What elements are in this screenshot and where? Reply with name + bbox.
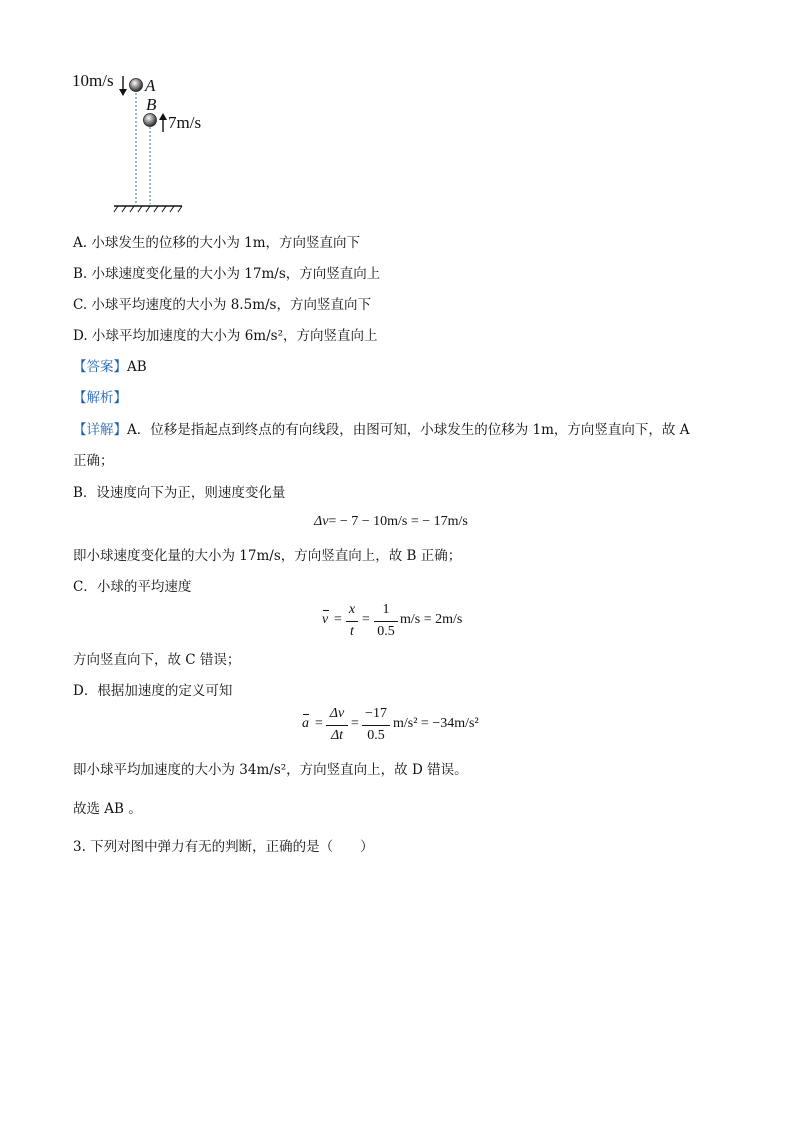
eq2-denominator: 0.5 [377, 624, 395, 639]
eq3-equals-a: = [315, 716, 323, 731]
detail-b-line-2: 即小球速度变化量的大小为 17m/s，方向竖直向上，故 B 正确； [73, 548, 462, 564]
point-label-b: B [146, 95, 157, 114]
eq2-v: v [322, 612, 329, 627]
eq3-denominator-dt: Δt [330, 728, 344, 743]
eq2-fraction-bar-1 [346, 621, 358, 622]
eq2-numerator: 1 [382, 602, 390, 617]
conclusion: 故选 AB 。 [73, 801, 142, 817]
speed-label-b: 7m/s [168, 113, 202, 132]
detail-b-line-1: B．设速度向下为正，则速度变化量 [73, 485, 286, 501]
option-c: C. 小球平均速度的大小为 8.5m/s，方向竖直向下 [73, 297, 371, 313]
eq3-fraction-bar-1 [326, 725, 348, 726]
eq3-rest: m/s² = −34m/s² [393, 716, 479, 731]
option-d: D. 小球平均加速度的大小为 6m/s²，方向竖直向上 [73, 328, 378, 344]
eq3-a: a [302, 716, 309, 731]
detail-d-line-2: 即小球平均加速度的大小为 34m/s²，方向竖直向上，故 D 错误。 [73, 762, 468, 778]
equation-delta-v [314, 514, 468, 530]
detail-a-text: A．位移是指起点到终点的有向线段，由图可知，小球发生的位移为 1m，方向竖直向下，故 A [127, 422, 690, 438]
ball-diagram [70, 70, 220, 220]
eq2-equals-b: = [362, 612, 370, 627]
eq3-fraction-bar-2 [362, 725, 390, 726]
detail-a-line-2: 正确； [73, 453, 114, 469]
eq3-equals-b: = [351, 716, 359, 731]
equation-average-velocity [320, 600, 480, 644]
arrow-up-icon [159, 113, 167, 132]
equation-average-acceleration [300, 704, 510, 748]
option-b: B. 小球速度变化量的大小为 17m/s，方向竖直向上 [73, 266, 381, 282]
ball-a [130, 79, 143, 92]
eq1-lhs: Δv [314, 514, 329, 529]
point-label-a: A [145, 76, 156, 95]
eq2-fraction-bar-2 [374, 621, 398, 622]
ground-hatch [114, 206, 182, 212]
detail-a-line-1 [73, 421, 689, 439]
option-a: A. 小球发生的位移的大小为 1m，方向竖直向下 [73, 235, 361, 251]
eq3-overbar [303, 714, 309, 715]
eq2-rest: m/s = 2m/s [400, 612, 463, 627]
answer-value: AB [127, 359, 147, 375]
detail-c-line-1: C．小球的平均速度 [73, 579, 192, 595]
analysis-tag: 【解析】 [73, 390, 127, 406]
detail-tag: 【详解】 [73, 422, 127, 438]
detail-d-line-1: D．根据加速度的定义可知 [73, 683, 233, 699]
arrow-down-icon [119, 76, 127, 96]
answer-tag: 【答案】 [73, 359, 127, 375]
ball-b [144, 114, 157, 127]
eq3-numerator: −17 [365, 706, 387, 721]
eq3-numerator-dv: Δv [329, 706, 345, 721]
eq3-denominator: 0.5 [367, 728, 385, 743]
eq2-numerator-x: x [348, 602, 356, 617]
detail-c-line-2: 方向竖直向下，故 C 错误； [73, 652, 241, 668]
eq2-overbar [323, 610, 329, 611]
eq2-equals-a: = [334, 612, 342, 627]
eq2-denominator-t: t [350, 624, 354, 639]
next-question: 3. 下列对图中弹力有无的判断，正确的是（ ） [73, 839, 374, 855]
answer-line [73, 358, 147, 376]
eq1-rhs: = − 7 − 10m/s = − 17m/s [328, 514, 468, 529]
speed-label-a: 10m/s [72, 71, 114, 90]
